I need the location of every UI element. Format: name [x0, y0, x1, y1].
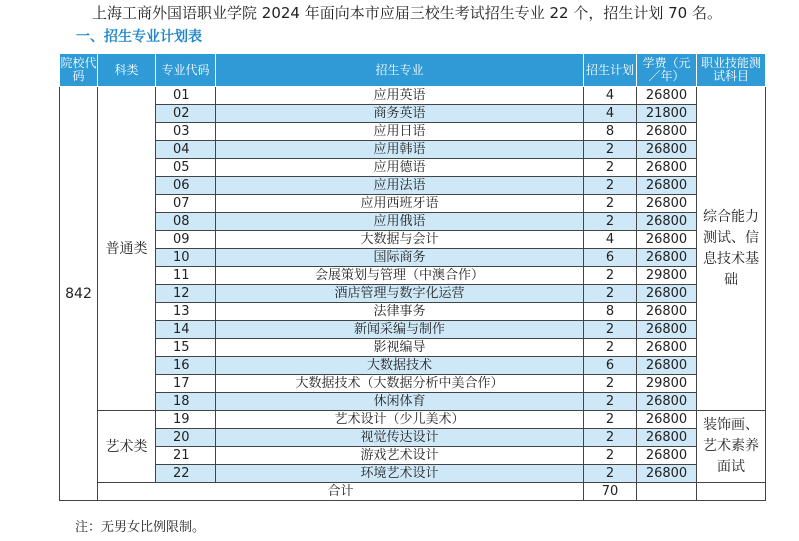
major-code-cell: 11	[156, 267, 216, 285]
tuition-cell: 26800	[637, 87, 697, 105]
major-code-cell: 14	[156, 321, 216, 339]
tuition-cell: 26800	[637, 321, 697, 339]
plan-cell: 2	[584, 447, 637, 465]
major-cell: 应用法语	[216, 177, 584, 195]
plan-cell: 4	[584, 87, 637, 105]
major-code-cell: 07	[156, 195, 216, 213]
tuition-cell: 26800	[637, 339, 697, 357]
major-code-cell: 12	[156, 285, 216, 303]
plan-cell: 2	[584, 267, 637, 285]
plan-cell: 2	[584, 339, 637, 357]
table-row	[60, 249, 766, 267]
major-cell: 大数据技术	[216, 357, 584, 375]
table-row	[60, 213, 766, 231]
school-code-cell: 842	[60, 87, 98, 501]
tuition-cell: 26800	[637, 231, 697, 249]
major-code-cell: 13	[156, 303, 216, 321]
plan-cell: 2	[584, 411, 637, 429]
table-row	[60, 339, 766, 357]
tuition-cell: 26800	[637, 141, 697, 159]
tuition-cell: 26800	[637, 303, 697, 321]
tuition-cell: 26800	[637, 159, 697, 177]
total-plan: 70	[584, 483, 637, 501]
table-row	[60, 141, 766, 159]
skill-test-cell: 装饰画、艺术素养面试	[697, 411, 766, 483]
major-code-cell: 17	[156, 375, 216, 393]
table-row	[60, 195, 766, 213]
table-row	[60, 357, 766, 375]
major-code-cell: 06	[156, 177, 216, 195]
major-cell: 应用英语	[216, 87, 584, 105]
header-tuition: 学费（元／年）	[637, 54, 697, 87]
table-row	[60, 393, 766, 411]
plan-cell: 2	[584, 285, 637, 303]
plan-cell: 8	[584, 123, 637, 141]
tuition-cell: 26800	[637, 249, 697, 267]
category-cell: 普通类	[98, 87, 156, 411]
table-row	[60, 321, 766, 339]
table-row	[60, 267, 766, 285]
plan-cell: 2	[584, 213, 637, 231]
major-cell: 大数据与会计	[216, 231, 584, 249]
major-code-cell: 05	[156, 159, 216, 177]
major-code-cell: 21	[156, 447, 216, 465]
header-school-code: 院校代码	[60, 54, 98, 87]
plan-cell: 4	[584, 231, 637, 249]
tuition-cell: 26800	[637, 285, 697, 303]
header-plan: 招生计划	[584, 54, 637, 87]
major-code-cell: 18	[156, 393, 216, 411]
table-header-row	[60, 54, 766, 87]
major-cell: 视觉传达设计	[216, 429, 584, 447]
plan-cell: 2	[584, 195, 637, 213]
intro-text: 上海工商外国语职业学院 2024 年面向本市应届三校生考试招生专业 22 个，招生计划 70 名。	[92, 4, 722, 22]
total-row	[60, 483, 766, 501]
major-code-cell: 20	[156, 429, 216, 447]
major-code-cell: 10	[156, 249, 216, 267]
tuition-cell: 26800	[637, 123, 697, 141]
major-cell: 游戏艺术设计	[216, 447, 584, 465]
table-row	[60, 159, 766, 177]
major-cell: 休闲体育	[216, 393, 584, 411]
header-major: 招生专业	[216, 54, 584, 87]
major-code-cell: 02	[156, 105, 216, 123]
skill-test-cell: 综合能力测试、信息技术基础	[697, 87, 766, 411]
major-code-cell: 03	[156, 123, 216, 141]
major-cell: 酒店管理与数字化运营	[216, 285, 584, 303]
footnote: 注：无男女比例限制。	[75, 520, 206, 535]
tuition-cell: 26800	[637, 357, 697, 375]
header-skill-test: 职业技能测试科目	[697, 54, 766, 87]
tuition-cell: 26800	[637, 195, 697, 213]
major-code-cell: 08	[156, 213, 216, 231]
major-cell: 国际商务	[216, 249, 584, 267]
major-code-cell: 15	[156, 339, 216, 357]
plan-cell: 2	[584, 465, 637, 483]
tuition-cell: 29800	[637, 375, 697, 393]
major-cell: 大数据技术（大数据分析中美合作）	[216, 375, 584, 393]
total-empty-skill	[697, 483, 766, 501]
plan-cell: 2	[584, 375, 637, 393]
enrollment-plan-table	[59, 53, 766, 501]
major-cell: 会展策划与管理（中澳合作）	[216, 267, 584, 285]
major-code-cell: 16	[156, 357, 216, 375]
major-cell: 应用西班牙语	[216, 195, 584, 213]
tuition-cell: 26800	[637, 393, 697, 411]
plan-cell: 2	[584, 429, 637, 447]
table-row	[60, 411, 766, 429]
total-label: 合计	[98, 483, 584, 501]
major-cell: 新闻采编与制作	[216, 321, 584, 339]
table-row	[60, 285, 766, 303]
plan-cell: 2	[584, 177, 637, 195]
major-code-cell: 01	[156, 87, 216, 105]
major-cell: 环境艺术设计	[216, 465, 584, 483]
header-category: 科类	[98, 54, 156, 87]
tuition-cell: 26800	[637, 429, 697, 447]
major-cell: 法律事务	[216, 303, 584, 321]
plan-cell: 4	[584, 105, 637, 123]
table-row	[60, 105, 766, 123]
plan-cell: 6	[584, 357, 637, 375]
table-row	[60, 447, 766, 465]
category-cell: 艺术类	[98, 411, 156, 483]
plan-cell: 2	[584, 141, 637, 159]
section-title: 一、招生专业计划表	[76, 29, 202, 45]
tuition-cell: 26800	[637, 213, 697, 231]
tuition-cell: 26800	[637, 447, 697, 465]
table-row	[60, 231, 766, 249]
tuition-cell: 26800	[637, 177, 697, 195]
major-code-cell: 09	[156, 231, 216, 249]
major-cell: 应用俄语	[216, 213, 584, 231]
table-row	[60, 465, 766, 483]
major-cell: 商务英语	[216, 105, 584, 123]
table-row	[60, 177, 766, 195]
major-code-cell: 22	[156, 465, 216, 483]
total-empty-tuition	[637, 483, 697, 501]
plan-cell: 6	[584, 249, 637, 267]
table-row	[60, 87, 766, 105]
major-cell: 应用韩语	[216, 141, 584, 159]
major-code-cell: 19	[156, 411, 216, 429]
major-cell: 应用日语	[216, 123, 584, 141]
major-cell: 影视编导	[216, 339, 584, 357]
table-row	[60, 303, 766, 321]
header-major-code: 专业代码	[156, 54, 216, 87]
major-cell: 艺术设计（少儿美术）	[216, 411, 584, 429]
plan-cell: 2	[584, 159, 637, 177]
tuition-cell: 26800	[637, 411, 697, 429]
major-code-cell: 04	[156, 141, 216, 159]
plan-cell: 8	[584, 303, 637, 321]
tuition-cell: 21800	[637, 105, 697, 123]
table-row	[60, 375, 766, 393]
plan-cell: 2	[584, 321, 637, 339]
tuition-cell: 29800	[637, 267, 697, 285]
plan-cell: 2	[584, 393, 637, 411]
major-cell: 应用德语	[216, 159, 584, 177]
tuition-cell: 26800	[637, 465, 697, 483]
table-row	[60, 429, 766, 447]
table-row	[60, 123, 766, 141]
